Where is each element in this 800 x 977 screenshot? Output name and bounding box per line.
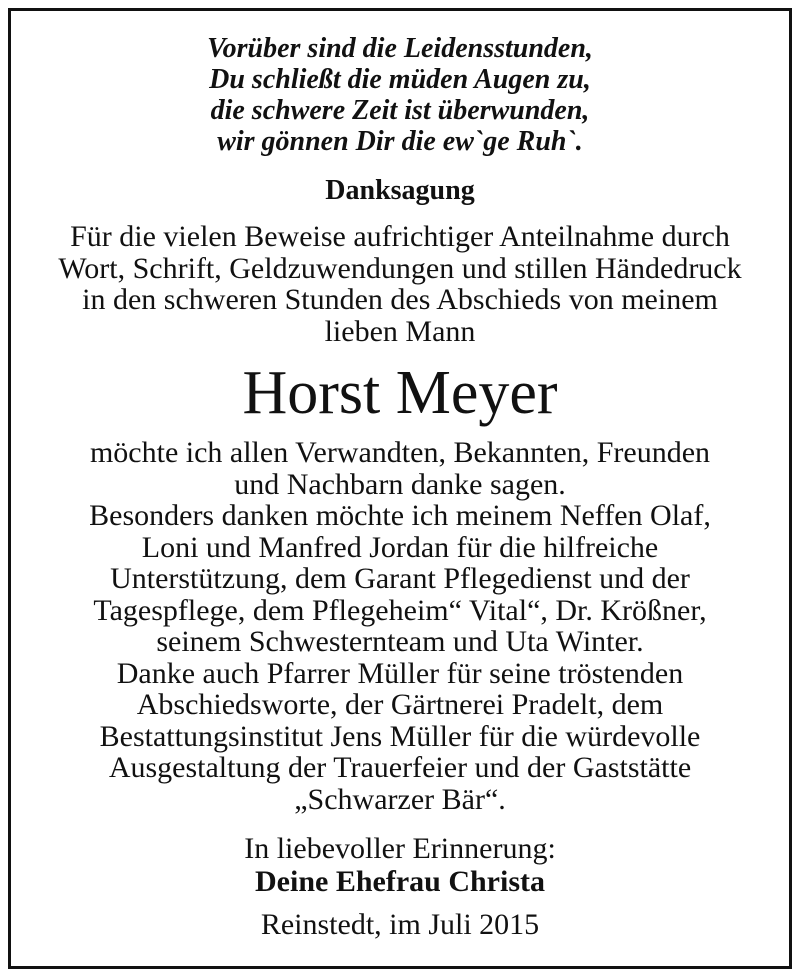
- intro-line: in den schweren Stunden des Abschieds von meinem: [82, 283, 718, 316]
- poem-line: Du schließt die müden Augen zu,: [209, 64, 591, 95]
- thanks-line: Tagespflege, dem Pflegeheim“ Vital“, Dr. Krößner,: [93, 593, 707, 627]
- poem-line: Vorüber sind die Leidensstunden,: [207, 33, 593, 64]
- intro-line: Wort, Schrift, Geldzuwendungen und stillen Händedruck: [58, 251, 742, 285]
- thanks-text: [11, 437, 789, 815]
- thanks-line: Bestattungsinstitut Jens Müller für die würdevolle: [99, 719, 701, 753]
- poem: [11, 33, 789, 157]
- thanks-line: und Nachbarn danke sagen.: [234, 467, 566, 501]
- thanks-line: seinem Schwesternteam und Uta Winter.: [156, 625, 644, 658]
- place-date: Reinstedt, im Juli 2015: [260, 907, 540, 941]
- intro-line: Für die vielen Beweise aufrichtiger Anteilnahme durch: [70, 220, 730, 253]
- signature: Deine Ehefrau Christa: [255, 864, 545, 898]
- poem-line: die schwere Zeit ist überwunden,: [210, 95, 590, 126]
- thanks-line: Danke auch Pfarrer Müller für seine tröstenden: [116, 656, 684, 690]
- thanks-line: Unterstützung, dem Garant Pflegedienst und der: [110, 562, 690, 595]
- thanks-line: Besonders danken möchte ich meinem Neffen Olaf,: [89, 499, 711, 532]
- thanks-line: möchte ich allen Verwandten, Bekannten, Freunden: [89, 436, 711, 469]
- notice-content: [11, 33, 789, 941]
- thanks-line: Abschiedsworte, der Gärtnerei Pradelt, dem: [136, 688, 664, 721]
- notice-heading: Danksagung: [325, 175, 475, 206]
- thanks-line: „Schwarzer Bär“.: [294, 782, 506, 816]
- poem-line: wir gönnen Dir die ew`ge Ruh`.: [217, 126, 583, 157]
- closing-line: In liebevoller Erinnerung:: [244, 832, 556, 865]
- notice-frame: [8, 8, 792, 969]
- thanks-line: Loni und Manfred Jordan für die hilfreiche: [141, 530, 659, 564]
- deceased-name: Horst Meyer: [242, 359, 558, 427]
- intro-text: [11, 221, 789, 347]
- thanks-line: Ausgestaltung der Trauerfeier und der Gaststätte: [108, 751, 692, 784]
- intro-line: lieben Mann: [324, 314, 476, 348]
